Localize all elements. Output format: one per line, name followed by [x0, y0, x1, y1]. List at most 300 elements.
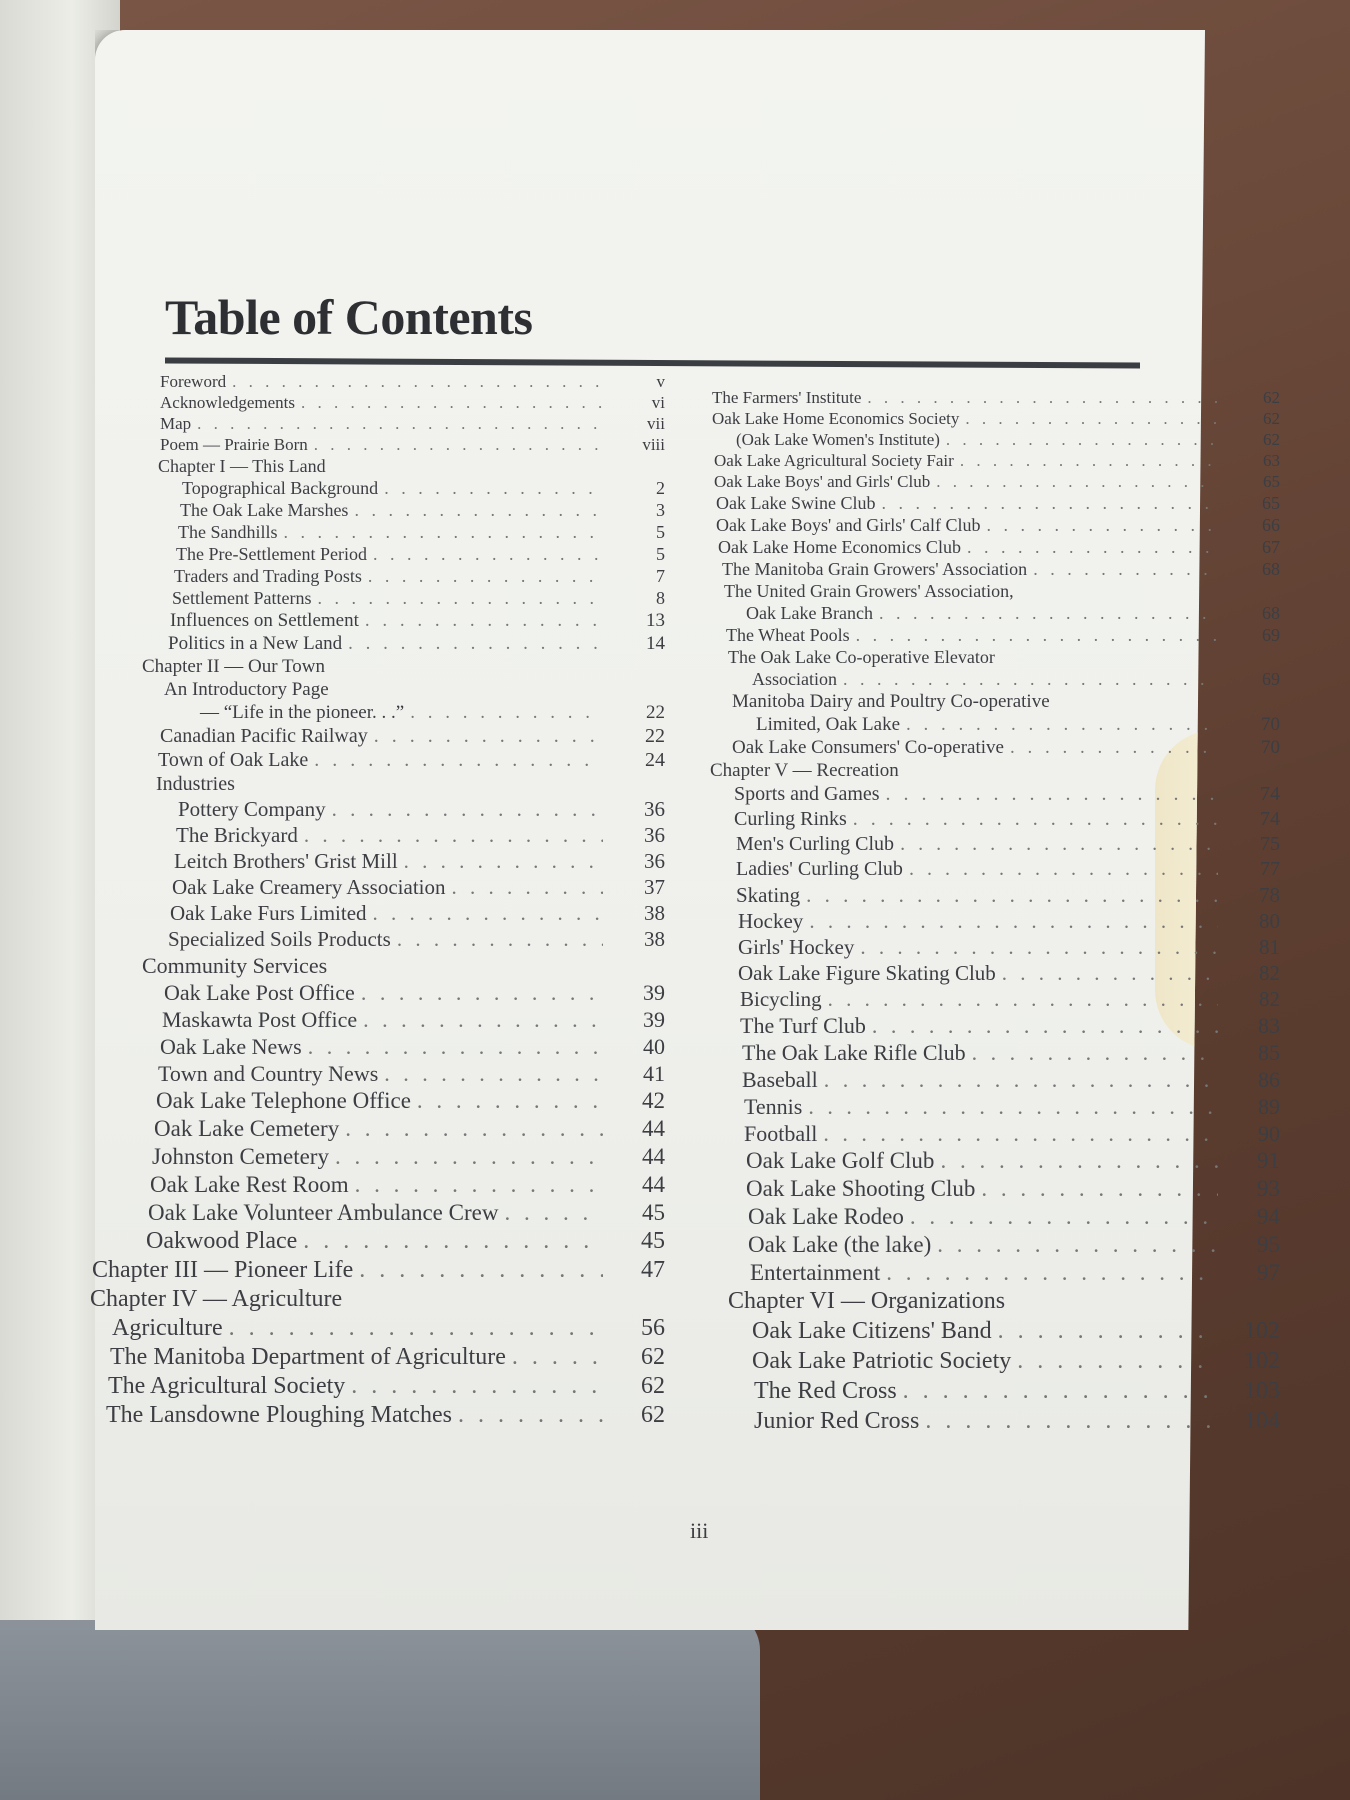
toc-entry-page: 14 — [646, 633, 665, 654]
toc-entry-label: Maskawta Post Office — [162, 1007, 358, 1032]
toc-entry-label: Foreword — [160, 372, 227, 391]
toc-entry-page: 36 — [644, 823, 665, 847]
toc-entry — [700, 603, 1280, 625]
toc-entry — [700, 691, 1280, 714]
toc-entry-page: 70 — [1261, 714, 1280, 735]
toc-entry — [90, 544, 665, 566]
toc-entry — [90, 414, 665, 435]
dot-leader — [1033, 559, 1218, 580]
toc-entry-label: Curling Rinks — [734, 808, 847, 830]
toc-entry-page: 8 — [656, 588, 665, 608]
toc-entry-label: Oak Lake Swine Club — [716, 493, 876, 513]
toc-entry-label: The Manitoba Grain Growers' Association — [722, 559, 1028, 579]
toc-entry-label: Oak Lake Post Office — [164, 980, 355, 1005]
dot-leader — [303, 1228, 603, 1255]
toc-entry — [700, 1348, 1280, 1378]
toc-entry-page: 5 — [656, 544, 665, 564]
toc-entry — [90, 725, 665, 749]
toc-entry-label: Manitoba Dairy and Poultry Co-operative — [732, 691, 1050, 712]
toc-entry-label: Oak Lake Shooting Club — [746, 1176, 976, 1201]
toc-entry-label: The Pre-Settlement Period — [176, 544, 367, 564]
dot-leader — [867, 388, 1218, 408]
toc-entry — [90, 1402, 665, 1431]
toc-entry — [700, 430, 1280, 451]
toc-entry-label: Oak Lake Cemetery — [154, 1116, 340, 1141]
toc-entry — [90, 1172, 665, 1200]
toc-entry — [700, 515, 1280, 537]
toc-entry-page: 103 — [1244, 1378, 1280, 1404]
toc-entry-label: Oak Lake Volunteer Ambulance Crew — [148, 1200, 499, 1225]
dot-leader — [410, 702, 603, 724]
toc-entry-label: Oak Lake Rodeo — [748, 1204, 904, 1229]
dot-leader — [823, 1121, 1218, 1147]
toc-entry-page: 86 — [1258, 1067, 1280, 1092]
toc-entry — [700, 1067, 1280, 1094]
toc-entry-label: Oak Lake Consumers' Co-operative — [732, 737, 1004, 758]
toc-entry-label: Oak Lake Golf Club — [746, 1148, 935, 1173]
toc-entry-page: 80 — [1259, 909, 1280, 933]
page-number: iii — [690, 1518, 709, 1543]
toc-entry — [90, 1315, 665, 1344]
toc-entry — [90, 702, 665, 725]
dot-leader — [1010, 737, 1218, 759]
dot-leader — [910, 1204, 1218, 1230]
dot-leader — [900, 833, 1218, 856]
dot-leader — [314, 749, 603, 772]
toc-entry-page: 63 — [1263, 451, 1280, 470]
toc-entry-page: 93 — [1257, 1176, 1280, 1201]
toc-entry-page: vi — [651, 393, 665, 412]
toc-entry-label: Oak Lake Rest Room — [150, 1172, 349, 1197]
toc-entry — [700, 559, 1280, 581]
toc-entry-page: 90 — [1258, 1121, 1280, 1146]
toc-entry — [90, 1257, 665, 1286]
toc-entry-page: 97 — [1257, 1260, 1280, 1285]
toc-entry — [700, 961, 1280, 987]
toc-entry — [700, 1318, 1280, 1348]
toc-entry-label: Chapter IV — Agriculture — [90, 1286, 343, 1312]
toc-entry — [700, 1040, 1280, 1067]
dot-leader — [359, 1257, 603, 1284]
toc-entry-label: Association — [752, 669, 837, 689]
toc-entry-label: An Introductory Page — [164, 679, 329, 700]
toc-entry-label: Pottery Company — [178, 797, 326, 821]
dot-leader — [909, 858, 1218, 881]
toc-entry-label: The Turf Club — [740, 1013, 866, 1038]
toc-entry-page: 69 — [1262, 625, 1280, 645]
toc-entry-label: Sports and Games — [734, 783, 880, 805]
toc-entry-page: 47 — [641, 1257, 665, 1283]
dot-leader — [946, 430, 1218, 450]
dot-leader — [504, 1200, 603, 1226]
dot-leader — [363, 1007, 603, 1033]
toc-entry-page: 5 — [656, 522, 665, 542]
toc-entry — [700, 451, 1280, 472]
toc-entry-label: The Oak Lake Rifle Club — [742, 1040, 966, 1065]
dot-leader — [374, 725, 603, 748]
toc-entry-label: Leitch Brothers' Grist Mill — [174, 849, 398, 873]
toc-entry — [90, 1088, 665, 1116]
toc-entry-page: 102 — [1244, 1348, 1280, 1374]
toc-entry — [700, 1121, 1280, 1148]
dot-leader — [335, 1144, 603, 1170]
dot-leader — [397, 927, 603, 952]
toc-entry-page: 78 — [1259, 883, 1280, 907]
dot-leader — [960, 451, 1218, 471]
toc-entry-label: Influences on Settlement — [170, 610, 359, 631]
toc-entry — [700, 388, 1280, 409]
toc-entry-page: 67 — [1262, 537, 1280, 557]
toc-entry-page: 44 — [642, 1116, 665, 1141]
dot-leader — [354, 500, 603, 521]
toc-entry — [90, 588, 665, 610]
toc-entry-label: Chapter I — This Land — [158, 456, 326, 476]
toc-entry-label: Politics in a New Land — [168, 633, 343, 654]
dot-leader — [879, 603, 1218, 624]
toc-entry — [700, 1148, 1280, 1176]
toc-entry-label: Girls' Hockey — [738, 935, 855, 959]
dot-leader — [809, 909, 1218, 934]
toc-entry-page: 62 — [641, 1344, 665, 1370]
toc-entry-page: 42 — [642, 1088, 665, 1113]
toc-entry — [90, 372, 665, 393]
toc-entry-page: 69 — [1262, 669, 1280, 689]
toc-entry-label: Oak Lake Boys' and Girls' Club — [714, 472, 931, 491]
toc-entry — [90, 823, 665, 849]
dot-leader — [981, 1176, 1218, 1202]
dot-leader — [853, 808, 1218, 831]
toc-entry-label: Settlement Patterns — [172, 588, 312, 608]
toc-entry — [90, 1286, 665, 1315]
toc-entry-page: 37 — [644, 875, 665, 899]
toc-entry — [90, 478, 665, 500]
toc-entry — [700, 409, 1280, 430]
toc-entry-page: 62 — [1263, 409, 1280, 428]
fabric-background — [0, 1610, 760, 1800]
toc-entry — [90, 1228, 665, 1257]
toc-entry-page: 77 — [1260, 858, 1280, 880]
dot-leader — [301, 393, 603, 413]
toc-entry-label: Oak Lake Furs Limited — [170, 901, 367, 925]
toc-entry-label: Chapter V — Recreation — [710, 760, 899, 781]
toc-entry-label: Skating — [736, 883, 801, 907]
toc-entry-label: The Lansdowne Ploughing Matches — [106, 1402, 452, 1428]
toc-entry-label: Johnston Cemetery — [152, 1144, 329, 1169]
toc-entry — [700, 647, 1280, 669]
toc-entry — [700, 669, 1280, 691]
toc-entry — [700, 1013, 1280, 1040]
toc-entry-label: Hockey — [738, 909, 804, 933]
toc-entry — [90, 610, 665, 633]
toc-entry-label: The Sandhills — [178, 522, 278, 542]
dot-leader — [197, 414, 603, 434]
toc-entry-label: Agriculture — [112, 1315, 223, 1341]
dot-leader — [925, 1408, 1218, 1435]
dot-leader — [317, 588, 603, 609]
toc-entry — [700, 1378, 1280, 1408]
toc-entry — [90, 773, 665, 797]
toc-entry — [90, 435, 665, 456]
toc-entry-page: 40 — [643, 1034, 665, 1059]
dot-leader — [1002, 961, 1218, 986]
toc-entry — [700, 625, 1280, 647]
toc-entry-label: The Farmers' Institute — [712, 388, 862, 407]
toc-entry-label: Chapter VI — Organizations — [728, 1288, 1006, 1314]
toc-entry-label: Oak Lake Telephone Office — [156, 1088, 411, 1113]
toc-entry — [700, 1232, 1280, 1260]
dot-leader — [308, 1034, 603, 1060]
toc-entry-label: — “Life in the pioneer. . .” — [200, 702, 405, 723]
toc-entry — [90, 679, 665, 702]
toc-entry-page: 104 — [1244, 1408, 1280, 1434]
dot-leader — [940, 1148, 1218, 1174]
dot-leader — [808, 1094, 1218, 1120]
dot-leader — [417, 1088, 603, 1114]
dot-leader — [384, 1061, 603, 1087]
dot-leader — [937, 1232, 1218, 1258]
dot-leader — [348, 633, 603, 655]
dot-leader — [304, 823, 603, 848]
toc-entry-label: (Oak Lake Women's Institute) — [736, 430, 940, 449]
dot-leader — [936, 472, 1218, 492]
toc-entry — [700, 1288, 1280, 1318]
toc-entry-page: 36 — [644, 797, 665, 821]
dot-leader — [361, 980, 603, 1006]
dot-leader — [843, 669, 1218, 690]
toc-entry — [700, 493, 1280, 515]
toc-entry — [700, 472, 1280, 493]
dot-leader — [404, 849, 603, 874]
dot-leader — [373, 544, 603, 565]
toc-entry-page: 70 — [1261, 737, 1280, 758]
page-title: Table of Contents — [165, 289, 533, 345]
toc-entry-page: 2 — [656, 478, 665, 498]
toc-entry — [700, 909, 1280, 935]
toc-entry-page: 82 — [1259, 961, 1280, 985]
dot-leader — [284, 522, 604, 543]
toc-entry — [90, 849, 665, 875]
toc-entry-page: viii — [642, 435, 665, 454]
dot-leader — [314, 435, 603, 455]
toc-entry — [700, 1176, 1280, 1204]
toc-entry-page: 91 — [1257, 1148, 1280, 1173]
toc-entry — [90, 875, 665, 901]
toc-entry-page: 102 — [1244, 1318, 1280, 1344]
toc-entry — [90, 1116, 665, 1144]
dot-leader — [860, 935, 1218, 960]
toc-entry — [700, 987, 1280, 1013]
dot-leader — [881, 493, 1218, 514]
toc-entry — [700, 1204, 1280, 1232]
toc-entry — [700, 808, 1280, 833]
dot-leader — [512, 1344, 603, 1371]
toc-entry — [700, 737, 1280, 760]
toc-entry-label: Oak Lake (the lake) — [748, 1232, 932, 1257]
dot-leader — [903, 1378, 1218, 1405]
dot-leader — [452, 875, 604, 900]
toc-entry-page: 89 — [1258, 1094, 1280, 1119]
toc-entry — [700, 858, 1280, 883]
dot-leader — [458, 1402, 603, 1429]
toc-entry-page: 22 — [645, 725, 665, 747]
toc-entry-label: Map — [160, 414, 192, 433]
dot-leader — [824, 1067, 1218, 1093]
toc-entry-page: 74 — [1260, 783, 1280, 805]
toc-entry-label: Oakwood Place — [146, 1228, 298, 1254]
toc-entry-label: Baseball — [742, 1067, 818, 1092]
dot-leader — [368, 566, 603, 587]
toc-entry-label: Oak Lake Creamery Association — [172, 875, 446, 899]
toc-entry-label: Topographical Background — [182, 478, 379, 498]
toc-entry-page: 7 — [656, 566, 665, 586]
toc-entry — [90, 656, 665, 679]
dot-leader — [828, 987, 1218, 1012]
toc-left-column — [90, 372, 665, 1431]
toc-entry-page: 39 — [643, 1007, 665, 1032]
toc-entry-label: Traders and Trading Posts — [174, 566, 362, 586]
toc-entry-page: 56 — [641, 1315, 665, 1341]
dot-leader — [998, 1318, 1218, 1345]
toc-entry — [90, 1007, 665, 1034]
toc-entry — [700, 714, 1280, 737]
toc-entry — [700, 537, 1280, 559]
toc-entry — [90, 1373, 665, 1402]
toc-entry-page: 36 — [644, 849, 665, 873]
toc-entry-label: Oak Lake Citizens' Band — [752, 1318, 992, 1344]
dot-leader — [806, 883, 1218, 908]
dot-leader — [1017, 1348, 1218, 1375]
toc-entry — [700, 760, 1280, 783]
toc-entry-label: Tennis — [744, 1094, 803, 1119]
toc-entry-page: 95 — [1257, 1232, 1280, 1257]
toc-entry-page: 62 — [1263, 388, 1280, 407]
toc-entry — [700, 1408, 1280, 1438]
toc-entry — [90, 456, 665, 478]
dot-leader — [332, 797, 603, 822]
toc-entry-label: Entertainment — [750, 1260, 881, 1285]
toc-entry-label: The Wheat Pools — [726, 625, 850, 645]
toc-entry — [90, 1200, 665, 1228]
dot-leader — [345, 1116, 603, 1142]
toc-entry — [700, 833, 1280, 858]
dot-leader — [972, 1040, 1218, 1066]
dot-leader — [351, 1373, 603, 1400]
toc-entry-label: Oak Lake Boys' and Girls' Calf Club — [716, 515, 981, 535]
toc-entry-label: The United Grain Growers' Association, — [724, 581, 1014, 601]
toc-entry-label: Oak Lake Home Economics Club — [718, 537, 961, 557]
dot-leader — [872, 1013, 1218, 1039]
toc-entry-label: Oak Lake Home Economics Society — [712, 409, 960, 428]
toc-entry — [90, 1344, 665, 1373]
toc-entry-label: Junior Red Cross — [754, 1408, 920, 1434]
toc-entry-label: Men's Curling Club — [736, 833, 895, 855]
toc-entry-label: Industries — [156, 773, 235, 795]
toc-entry-page: 45 — [641, 1228, 665, 1254]
toc-entry-label: Oak Lake Agricultural Society Fair — [714, 451, 954, 470]
toc-entry-label: The Oak Lake Co-operative Elevator — [728, 647, 995, 667]
toc-entry-label: Acknowledgements — [160, 393, 296, 412]
dot-leader — [906, 714, 1218, 736]
toc-entry — [90, 797, 665, 823]
toc-entry-label: The Agricultural Society — [108, 1373, 346, 1399]
toc-entry-label: Football — [744, 1121, 818, 1146]
toc-entry — [700, 1260, 1280, 1288]
toc-entry — [700, 783, 1280, 808]
toc-entry-page: 45 — [642, 1200, 665, 1225]
toc-entry-label: Town and Country News — [158, 1061, 379, 1086]
toc-entry — [90, 1061, 665, 1088]
toc-entry-label: Specialized Soils Products — [168, 927, 391, 951]
toc-entry-page: 66 — [1262, 515, 1280, 535]
toc-entry-label: Oak Lake Branch — [746, 603, 873, 623]
toc-entry — [700, 935, 1280, 961]
toc-entry — [90, 633, 665, 656]
toc-entry-label: The Red Cross — [754, 1378, 897, 1404]
toc-entry-label: Chapter III — Pioneer Life — [92, 1257, 354, 1283]
toc-entry-page: 38 — [644, 927, 665, 951]
dot-leader — [986, 515, 1218, 536]
toc-entry-page: 3 — [656, 500, 665, 520]
dot-leader — [229, 1315, 603, 1342]
toc-right-column — [700, 388, 1280, 1438]
toc-entry-page: 74 — [1260, 808, 1280, 830]
toc-entry — [90, 1144, 665, 1172]
toc-entry — [700, 1094, 1280, 1121]
toc-entry-label: Community Services — [142, 953, 328, 978]
toc-entry — [90, 953, 665, 980]
toc-entry — [700, 581, 1280, 603]
toc-entry-page: 65 — [1263, 472, 1280, 491]
toc-entry-label: The Oak Lake Marshes — [180, 500, 349, 520]
toc-entry-label: Oak Lake Figure Skating Club — [738, 961, 996, 985]
toc-entry-page: 24 — [645, 749, 665, 771]
toc-entry-page: 38 — [644, 901, 665, 925]
toc-entry-label: The Manitoba Department of Agriculture — [110, 1344, 506, 1370]
toc-entry-page: 68 — [1262, 559, 1280, 579]
toc-entry — [90, 980, 665, 1007]
toc-entry-label: The Brickyard — [176, 823, 298, 847]
toc-entry-page: 22 — [646, 702, 665, 723]
toc-entry-label: Limited, Oak Lake — [756, 714, 901, 735]
toc-entry-label: Ladies' Curling Club — [736, 858, 903, 880]
toc-entry-page: 39 — [643, 980, 665, 1005]
toc-entry — [90, 901, 665, 927]
toc-entry-page: v — [656, 372, 665, 391]
toc-entry-page: vii — [647, 414, 665, 433]
dot-leader — [886, 1260, 1218, 1286]
dot-leader — [886, 783, 1218, 806]
toc-entry-page: 62 — [641, 1402, 665, 1428]
dot-leader — [355, 1172, 603, 1198]
toc-entry-page: 83 — [1258, 1013, 1280, 1038]
toc-entry-page: 94 — [1257, 1204, 1280, 1229]
toc-entry-label: Town of Oak Lake — [158, 749, 309, 771]
toc-entry-label: Canadian Pacific Railway — [160, 725, 368, 747]
toc-entry-page: 62 — [641, 1373, 665, 1399]
toc-entry-page: 41 — [643, 1061, 665, 1086]
toc-entry-label: Oak Lake Patriotic Society — [752, 1348, 1012, 1374]
toc-entry-label: Bicycling — [740, 987, 822, 1011]
toc-entry-page: 85 — [1258, 1040, 1280, 1065]
dot-leader — [365, 610, 603, 632]
toc-entry-page: 65 — [1262, 493, 1280, 513]
toc-entry-page: 62 — [1263, 430, 1280, 449]
dot-leader — [232, 372, 603, 392]
toc-entry-page: 68 — [1262, 603, 1280, 623]
dot-leader — [965, 409, 1218, 429]
toc-entry-page: 81 — [1259, 935, 1280, 959]
toc-entry — [90, 500, 665, 522]
